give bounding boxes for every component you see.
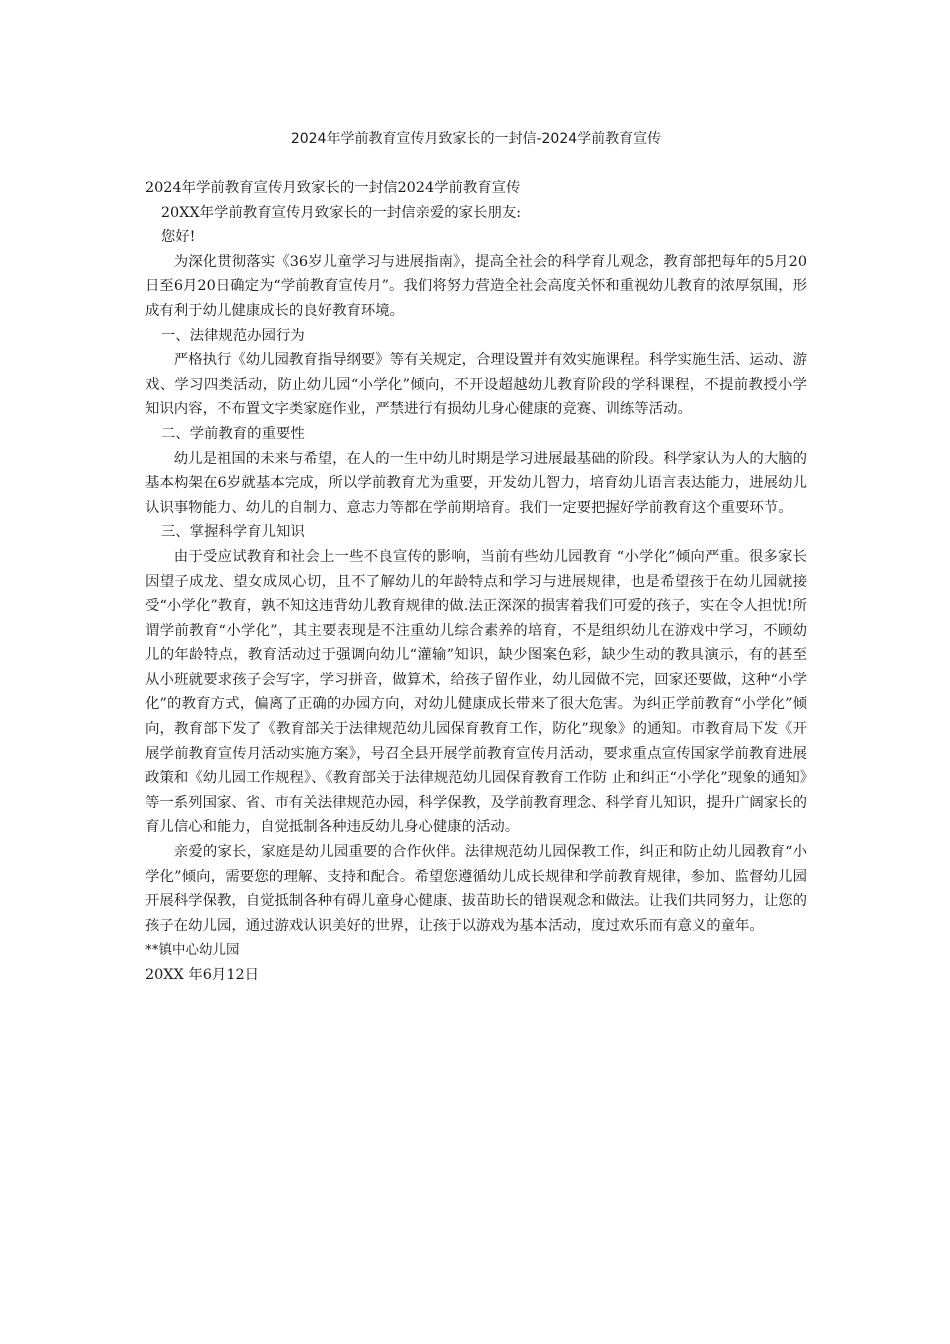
document-title: 2024年学前教育宣传月致家长的一封信-2024学前教育宣传 [290, 131, 662, 147]
salutation: 您好! [160, 229, 196, 246]
document-body [145, 176, 807, 988]
section-1-paragraph: 严格执行《幼儿园教育指导纲要》等有关规定，合理设置并有效实施课程。科学实施生活、运动、游戏、学习四类活动，防止幼儿园“小学化”倾向，不开设超越幼儿教育阶段的学科课程，不提前教授小学知识内容，不布置文字类家庭作业，严禁进行有损幼儿身心健康的竞赛、训练等活动。 [145, 352, 807, 418]
section-heading-3: 三、掌握科学育儿知识 [160, 524, 305, 541]
section-heading-2: 二、学前教育的重要性 [160, 425, 305, 442]
greeting-line: 20XX年学前教育宣传月致家长的一封信亲爱的家长朋友: [160, 204, 522, 221]
document-subtitle: 2024年学前教育宣传月致家长的一封信2024学前教育宣传 [145, 180, 521, 196]
letter-date: 20XX 年6月12日 [145, 967, 260, 983]
section-3-paragraph-1: 由于受应试教育和社会上一些不良宣传的影响，当前有些幼儿园教育 “小学化”倾向严重。很多家长因望子成龙、望女成凤心切，且不了解幼儿的年龄特点和学习与进展规律，也是希望孩于在幼儿园就接受“小学化”教育，孰不知这违背幼儿教育规律的做.法正深深的损害着我们可爱的孩子，实在令人担忧!所谓学前教育“小学化”，其主要表现是不注重幼儿综合素养的培育，不是组织幼儿在游戏中学习，不顾幼儿的年龄特点，教育活动过于强调向幼儿“灌输”知识，缺少图案色彩，缺少生动的教具演示，有的甚至从小班就要求孩子会写字，学习拼音，做算术，给孩子留作业，幼儿园做不完，回家还要做，这种“小学化”的教育方式，偏离了正确的办园方向，对幼儿健康成长带来了很大危害。为纠正学前教育“小学化”倾向，教育部下发了《教育部关于法律规范幼儿园保育教育工作，防化”现象》的通知。市教育局下发《开展学前教育宣传月活动实施方案》，号召全县开展学前教育宣传月活动，要求重点宣传国家学前教育进展政策和《幼儿园工作规程》、《教育部关于法律规范幼儿园保育教育工作防 止和纠正“小学化”现象的通知》等一系列国家、省、市有关法律规范办园，科学保教，及学前教育理念、科学育儿知识，提升广阔家长的育儿信心和能力，自觉抵制各种违反幼儿身心健康的活动。 [145, 548, 807, 836]
section-3-paragraph-2: 亲爱的家长，家庭是幼儿园重要的合作伙伴。法律规范幼儿园保教工作，纠正和防止幼儿园教育“小学化”倾向，需要您的理解、支持和配合。希望您遵循幼儿成长规律和学前教育规律，参加、监督幼儿园开展科学保教，自觉抵制各种有碍儿童身心健康、拔苗助长的错误观念和做法。让我们共同努力，让您的孩子在幼儿园，通过游戏认识美好的世界，让孩于以游戏为基本活动，度过欢乐而有意义的童年。 [145, 844, 807, 934]
intro-paragraph: 为深化贯彻落实《36岁儿童学习与进展指南》，提高全社会的科学育儿观念，教育部把每年的5月20日至6月20日确定为“学前教育宣传月”。我们将努力营造全社会高度关怀和重视幼儿教育的浓厚氛围，形成有利于幼儿健康成长的良好教育环境。 [145, 253, 807, 319]
signature: **镇中心幼儿园 [145, 942, 240, 959]
section-2-paragraph: 幼儿是祖国的未来与希望，在人的一生中幼儿时期是学习进展最基础的阶段。科学家认为人的大脑的基本构架在6岁就基本完成，所以学前教育尤为重要，开发幼儿智力，培育幼儿语言表达能力，进展幼儿认识事物能力、幼儿的自制力、意志力等都在学前期培育。我们一定要把握好学前教育这个重要环节。 [145, 450, 807, 516]
section-heading-1: 一、法律规范办园行为 [160, 327, 305, 344]
